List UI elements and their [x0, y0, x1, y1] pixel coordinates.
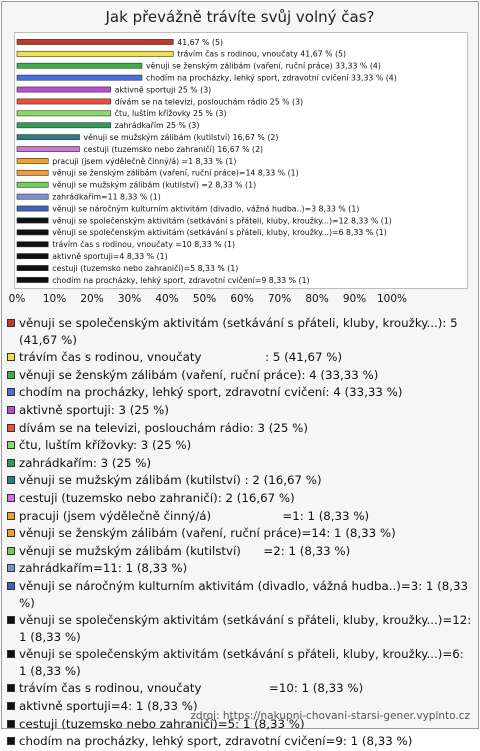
legend-item [6, 490, 474, 507]
bar-15 [17, 206, 48, 211]
bar-14 [17, 194, 48, 199]
legend-label: chodím na procházky, lehký sport, zdravotní cvičení=9: 1 (8,33 %) [19, 734, 413, 749]
bar-3 [17, 63, 142, 68]
legend-item [6, 455, 474, 472]
legend-label: věnuji se ženským zálibám (vaření, ruční práce)=14: 1 (8,33 %) [19, 526, 396, 541]
legend-label: čtu, luštím křížovky: 3 (25 %) [19, 438, 192, 453]
legend-swatch [7, 564, 15, 572]
source-note: zdroj: https://nakupni-chovani-starsi-gener.vyplnto.cz [190, 710, 470, 722]
legend-swatch [7, 353, 15, 361]
bar-label-20: cestuji (tuzemsko nebo zahraničí)=5 8,33 % (1) [52, 263, 239, 273]
legend-item [6, 646, 474, 679]
legend-label: zahrádkařím=11: 1 (8,33 %) [19, 561, 188, 576]
bar-20 [17, 265, 48, 270]
bar-label-11: pracuji (jsem výdělečně činný/á) =1 8,33 % (1) [52, 156, 237, 166]
bar-label-8: zahrádkařím 25 % (3) [114, 121, 200, 131]
legend-swatch [7, 441, 15, 449]
legend-item [6, 402, 474, 419]
legend-label: věnuji se společenským aktivitám (setkávání s přáteli, kluby, kroužky...)=6: 1 (8,33 %) [19, 647, 468, 678]
legend-item [6, 680, 474, 697]
legend-label: cestuji (tuzemsko nebo zahraničí): 2 (16,67 %) [19, 490, 295, 505]
legend-label: věnuji se mužským zálibám (kutilství) : 2 (16,67 %) [19, 473, 322, 488]
x-tick-label: 80% [305, 293, 329, 305]
legend-swatch [7, 512, 15, 520]
legend-swatch [7, 424, 15, 432]
legend-swatch [7, 737, 15, 745]
legend-swatch [7, 476, 15, 484]
legend-item [6, 525, 474, 542]
bar-7 [17, 111, 111, 116]
legend-label: trávím čas s rodinou, vnoučaty : 5 (41,67 %) [19, 350, 343, 365]
bar-label-14: zahrádkařím=11 8,33 % (1) [52, 192, 161, 202]
bar-13 [17, 182, 48, 187]
x-tick-label: 50% [192, 293, 217, 305]
legend-label: aktivně sportuji: 3 (25 %) [19, 402, 169, 417]
legend-item [6, 315, 474, 348]
legend-item [6, 367, 474, 384]
legend-swatch [7, 319, 15, 327]
legend-label: věnuji se ženským zálibám (vaření, ruční práce): 4 (33,33 %) [19, 367, 379, 382]
legend-swatch [7, 406, 15, 414]
legend-label: věnuji se mužským zálibám (kutilství) =2: 1 (8,33 %) [19, 543, 351, 558]
legend-item [6, 437, 474, 454]
bar-label-13: věnuji se mužským zálibám (kutilství) =2 8,33 % (1) [52, 180, 257, 190]
bar-label-21: chodím na procházky, lehký sport, zdravotní cvičení=9 8,33 % (1) [52, 275, 310, 285]
bar-4 [17, 75, 142, 80]
bar-label-12: věnuji se ženským zálibám (vaření, ruční práce)=14 8,33 % (1) [52, 168, 299, 178]
legend-swatch [7, 702, 15, 710]
bar-8 [17, 123, 111, 128]
bar-2 [17, 51, 173, 56]
bar-label-10: cestuji (tuzemsko nebo zahraničí) 16,67 % (2) [83, 144, 264, 154]
bar-18 [17, 242, 48, 247]
legend-swatch [7, 529, 15, 537]
legend-item [6, 543, 474, 560]
bar-21 [17, 277, 48, 282]
legend-label: zahrádkařím: 3 (25 %) [19, 455, 152, 470]
bar-label-6: dívám se na televizi, poslouchám rádio 25 % (3) [114, 97, 304, 107]
bar-label-4: chodím na procházky, lehký sport, zdravotní cvičení 33,33 % (4) [145, 73, 397, 83]
x-tick-label: 100% [376, 293, 408, 305]
bar-6 [17, 99, 111, 104]
legend-item [6, 472, 474, 489]
bar-17 [17, 230, 48, 235]
bar-label-18: trávím čas s rodinou, vnoučaty =10 8,33 % (1) [52, 240, 236, 250]
legend-swatch [7, 616, 15, 624]
legend-item [6, 560, 474, 577]
bar-9 [17, 135, 80, 140]
legend-label: cestuji (tuzemsko nebo zahraničí)=5: 1 (8,33 %) [19, 716, 305, 731]
legend-label: trávím čas s rodinou, vnoučaty =10: 1 (8,33 %) [19, 681, 364, 696]
legend-item [6, 733, 474, 750]
bar-5 [17, 87, 111, 92]
bar-19 [17, 254, 48, 259]
legend-swatch [7, 388, 15, 396]
legend-item [6, 612, 474, 645]
bar-label-2: trávím čas s rodinou, vnoučaty 41,67 % (5) [177, 49, 347, 59]
bar-label-1: 41,67 % (5) [177, 37, 223, 47]
x-tick-label: 70% [267, 293, 292, 305]
legend-label: věnuji se náročným kulturním aktivitám (divadlo, vážná hudba..)=3: 1 (8,33 %) [19, 578, 472, 610]
x-tick-label: 30% [117, 293, 142, 305]
legend-item [6, 508, 474, 525]
x-tick-label: 40% [155, 293, 179, 305]
legend-item [6, 578, 474, 611]
legend-swatch [7, 547, 15, 555]
legend [6, 315, 474, 751]
legend-swatch [7, 582, 15, 590]
bar-label-16: věnuji se společenským aktivitám (setkávání s přáteli, kluby, kroužky...)=12 8,33 % (1) [52, 216, 392, 226]
legend-item [6, 384, 474, 401]
bar-16 [17, 218, 48, 223]
legend-swatch [7, 650, 15, 658]
bar-chart [0, 0, 480, 310]
legend-label: pracuji (jsem výdělečně činný/á) =1: 1 (8,33 %) [19, 508, 370, 523]
x-tick-label: 10% [42, 293, 67, 305]
legend-swatch [7, 720, 15, 728]
legend-label: aktivně sportuji=4: 1 (8,33 %) [19, 699, 198, 714]
legend-label: chodím na procházky, lehký sport, zdravotní cvičení: 4 (33,33 %) [19, 385, 403, 400]
bar-label-3: věnuji se ženským zálibám (vaření, ruční práce) 33,33 % (4) [145, 61, 381, 71]
bar-12 [17, 170, 48, 175]
legend-swatch [7, 684, 15, 692]
legend-label: věnuji se společenským aktivitám (setkávání s přáteli, kluby, kroužky...)=12: 1 (8,33 %) [19, 613, 476, 644]
legend-item [6, 349, 474, 366]
bar-1 [17, 39, 173, 44]
x-tick-label: 90% [342, 293, 367, 305]
x-tick-label: 0% [8, 293, 26, 305]
bar-label-7: čtu, luštím křížovky 25 % (3) [114, 109, 227, 119]
bar-label-5: aktivně sportuji 25 % (3) [114, 85, 212, 95]
legend-item [6, 420, 474, 437]
x-tick-label: 60% [230, 293, 254, 305]
legend-label: věnuji se společenským aktivitám (setkávání s přáteli, kluby, kroužky...): 5 (41,67 %) [19, 316, 462, 347]
legend-swatch [7, 371, 15, 379]
legend-swatch [7, 494, 15, 502]
legend-label: dívám se na televizi, poslouchám rádio: 3 (25 %) [19, 420, 308, 435]
bar-label-17: věnuji se společenským aktivitám (setkávání s přáteli, kluby, kroužky...)=6 8,33 % (1) [52, 228, 387, 238]
legend-swatch [7, 459, 15, 467]
bar-label-19: aktivně sportuji=4 8,33 % (1) [52, 251, 168, 261]
bar-10 [17, 146, 80, 151]
chart-title: Jak převážně trávíte svůj volný čas? [105, 8, 375, 26]
bar-label-9: věnuji se mužským zálibám (kutilství) 16,67 % (2) [83, 132, 279, 142]
bar-11 [17, 158, 48, 163]
bar-label-15: věnuji se náročným kulturním aktivitám (divadlo, vážná hudba..)=3 8,33 % (1) [52, 204, 360, 214]
x-tick-label: 20% [80, 293, 104, 305]
